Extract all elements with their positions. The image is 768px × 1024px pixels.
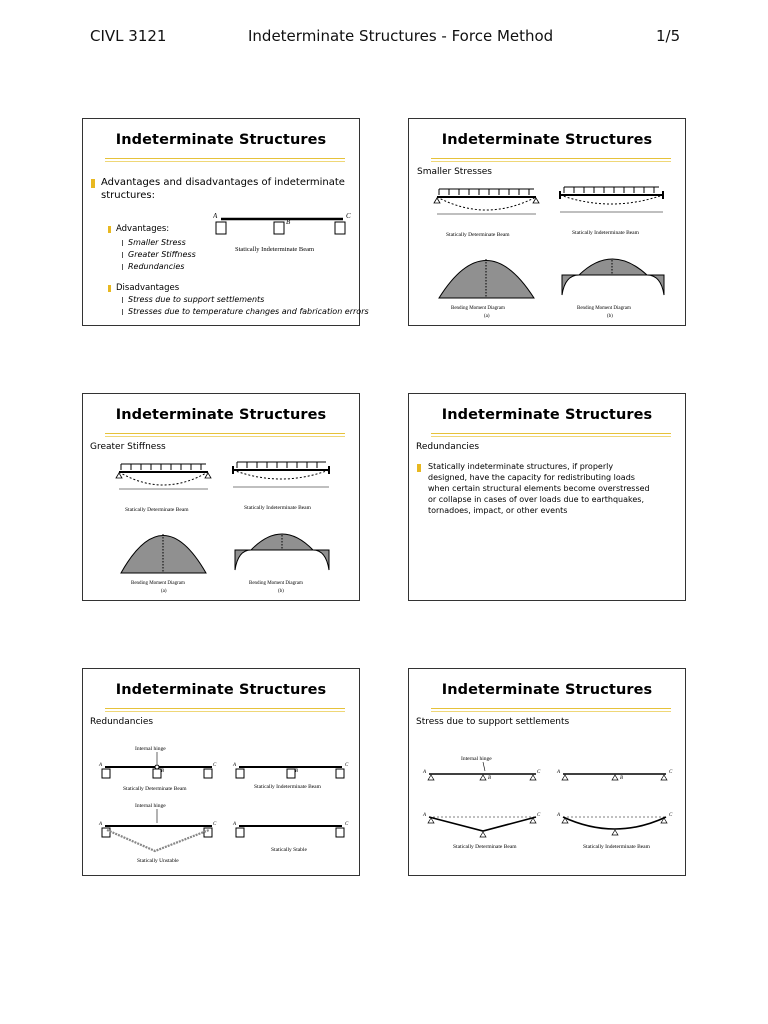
svg-text:A: A bbox=[423, 813, 427, 818]
caption: (a) bbox=[161, 589, 167, 594]
caption: Bending Moment Diagram bbox=[451, 306, 505, 311]
caption: Bending Moment Diagram bbox=[577, 306, 631, 311]
svg-text:C: C bbox=[213, 763, 217, 768]
title-rule bbox=[431, 158, 671, 159]
hinge-label: Internal hinge bbox=[461, 756, 492, 762]
title-rule-secondary bbox=[105, 436, 345, 437]
slide-subtitle: Smaller Stresses bbox=[417, 167, 492, 177]
title-rule bbox=[105, 708, 345, 709]
advantages-heading: Advantages: bbox=[116, 224, 170, 234]
title-rule-secondary bbox=[105, 161, 345, 162]
label-c: C bbox=[346, 213, 351, 220]
hinge-label: Internal hinge bbox=[135, 746, 166, 752]
slide-1 bbox=[82, 118, 369, 326]
slide-title: Indeterminate Structures bbox=[115, 407, 327, 423]
item-marker bbox=[122, 309, 123, 315]
caption: Statically Determinate Beam bbox=[453, 844, 517, 850]
caption: (b) bbox=[278, 589, 284, 594]
svg-text:A: A bbox=[557, 770, 561, 775]
svg-text:A: A bbox=[557, 813, 561, 818]
bullet-line: designed, have the capacity for redistributing loads bbox=[428, 473, 635, 482]
bullet-line: or collapse in cases of over loads due to earthquakes, bbox=[428, 495, 644, 504]
title-rule-secondary bbox=[431, 161, 671, 162]
course-code: CIVL 3121 bbox=[90, 27, 167, 45]
item-marker bbox=[122, 240, 123, 246]
slide-subtitle: Stress due to support settlements bbox=[416, 717, 570, 727]
title-rule-secondary bbox=[105, 711, 345, 712]
svg-text:C: C bbox=[345, 822, 349, 827]
bullet-marker bbox=[91, 179, 95, 188]
svg-text:C: C bbox=[669, 770, 673, 775]
caption: Statically Indeterminate Beam bbox=[572, 230, 639, 236]
slide-subtitle: Redundancies bbox=[416, 442, 480, 452]
caption: (b) bbox=[607, 314, 613, 319]
bullet-line: when certain structural elements become overstressed bbox=[428, 484, 650, 493]
svg-text:A: A bbox=[423, 770, 427, 775]
caption: Statically Determinate Beam bbox=[123, 786, 187, 792]
bullet-paragraph bbox=[428, 461, 650, 516]
disadvantages-heading: Disadvantages bbox=[116, 283, 180, 293]
bullet-line: Statically indeterminate structures, if properly bbox=[428, 462, 614, 471]
svg-text:B: B bbox=[161, 769, 165, 774]
svg-text:C: C bbox=[537, 770, 541, 775]
slide-title: Indeterminate Structures bbox=[441, 682, 653, 698]
title-rule bbox=[105, 433, 345, 434]
title-rule bbox=[431, 708, 671, 709]
item-marker bbox=[122, 297, 123, 303]
svg-text:A: A bbox=[233, 763, 237, 768]
slide-2 bbox=[408, 118, 686, 326]
settlement-figure bbox=[421, 751, 681, 861]
caption: Statically Stable bbox=[271, 847, 307, 853]
slide-title: Indeterminate Structures bbox=[441, 132, 653, 148]
bullet-marker bbox=[417, 464, 421, 472]
slide-6 bbox=[408, 668, 686, 876]
slide-4 bbox=[408, 393, 686, 601]
item-marker bbox=[122, 252, 123, 258]
bullet-text-cont: structures: bbox=[101, 190, 155, 201]
svg-text:C: C bbox=[669, 813, 673, 818]
svg-text:C: C bbox=[537, 813, 541, 818]
advantage-item: Greater Stiffness bbox=[128, 250, 196, 259]
svg-text:A: A bbox=[99, 763, 103, 768]
svg-text:C: C bbox=[213, 822, 217, 827]
title-rule-secondary bbox=[431, 436, 671, 437]
hinge-label: Internal hinge bbox=[135, 803, 166, 809]
page-number: 1/5 bbox=[656, 27, 681, 45]
advantage-item: Redundancies bbox=[128, 262, 185, 271]
svg-text:A: A bbox=[233, 822, 237, 827]
slide-title: Indeterminate Structures bbox=[115, 682, 327, 698]
caption: Bending Moment Diagram bbox=[131, 581, 185, 586]
caption: Bending Moment Diagram bbox=[249, 581, 303, 586]
title-rule-secondary bbox=[431, 711, 671, 712]
caption: Statically Indeterminate Beam bbox=[254, 784, 321, 790]
svg-text:B: B bbox=[620, 776, 624, 781]
indeterminate-beam-figure bbox=[213, 213, 353, 263]
svg-text:A: A bbox=[99, 822, 103, 827]
bullet-text: Advantages and disadvantages of indeterminate bbox=[101, 177, 345, 188]
svg-text:B: B bbox=[488, 776, 492, 781]
slide-3 bbox=[82, 393, 360, 601]
slide-5 bbox=[82, 668, 360, 876]
caption: Statically Indeterminate Beam bbox=[244, 505, 311, 511]
document-title: Indeterminate Structures - Force Method bbox=[248, 27, 554, 45]
caption: (a) bbox=[484, 314, 490, 319]
label-a: A bbox=[213, 213, 218, 220]
sub-bullet-marker bbox=[108, 285, 111, 292]
redundancy-beams-figure bbox=[97, 741, 357, 871]
sub-bullet-marker bbox=[108, 226, 111, 233]
title-rule bbox=[431, 433, 671, 434]
caption: Statically Unstable bbox=[137, 858, 179, 864]
bullet-line: tornadoes, impact, or other events bbox=[428, 506, 568, 515]
slide-title: Indeterminate Structures bbox=[115, 132, 327, 148]
stiffness-comparison-figure bbox=[111, 458, 361, 598]
stress-comparison-figure bbox=[429, 183, 679, 323]
slide-title: Indeterminate Structures bbox=[441, 407, 653, 423]
label-b: B bbox=[286, 218, 291, 226]
title-rule bbox=[105, 158, 345, 159]
item-marker bbox=[122, 264, 123, 270]
svg-text:C: C bbox=[345, 763, 349, 768]
advantage-item: Smaller Stress bbox=[128, 238, 186, 247]
caption: Statically Determinate Beam bbox=[446, 232, 510, 238]
figure-caption: Statically Indeterminate Beam bbox=[235, 246, 315, 253]
caption: Statically Determinate Beam bbox=[125, 507, 189, 513]
disadvantage-item: Stresses due to temperature changes and fabrication errors bbox=[128, 307, 369, 316]
disadvantage-item: Stress due to support settlements bbox=[128, 295, 265, 304]
slide-subtitle: Redundancies bbox=[90, 717, 154, 727]
slide-subtitle: Greater Stiffness bbox=[90, 442, 166, 452]
svg-text:B: B bbox=[295, 769, 299, 774]
caption: Statically Indeterminate Beam bbox=[583, 844, 650, 850]
